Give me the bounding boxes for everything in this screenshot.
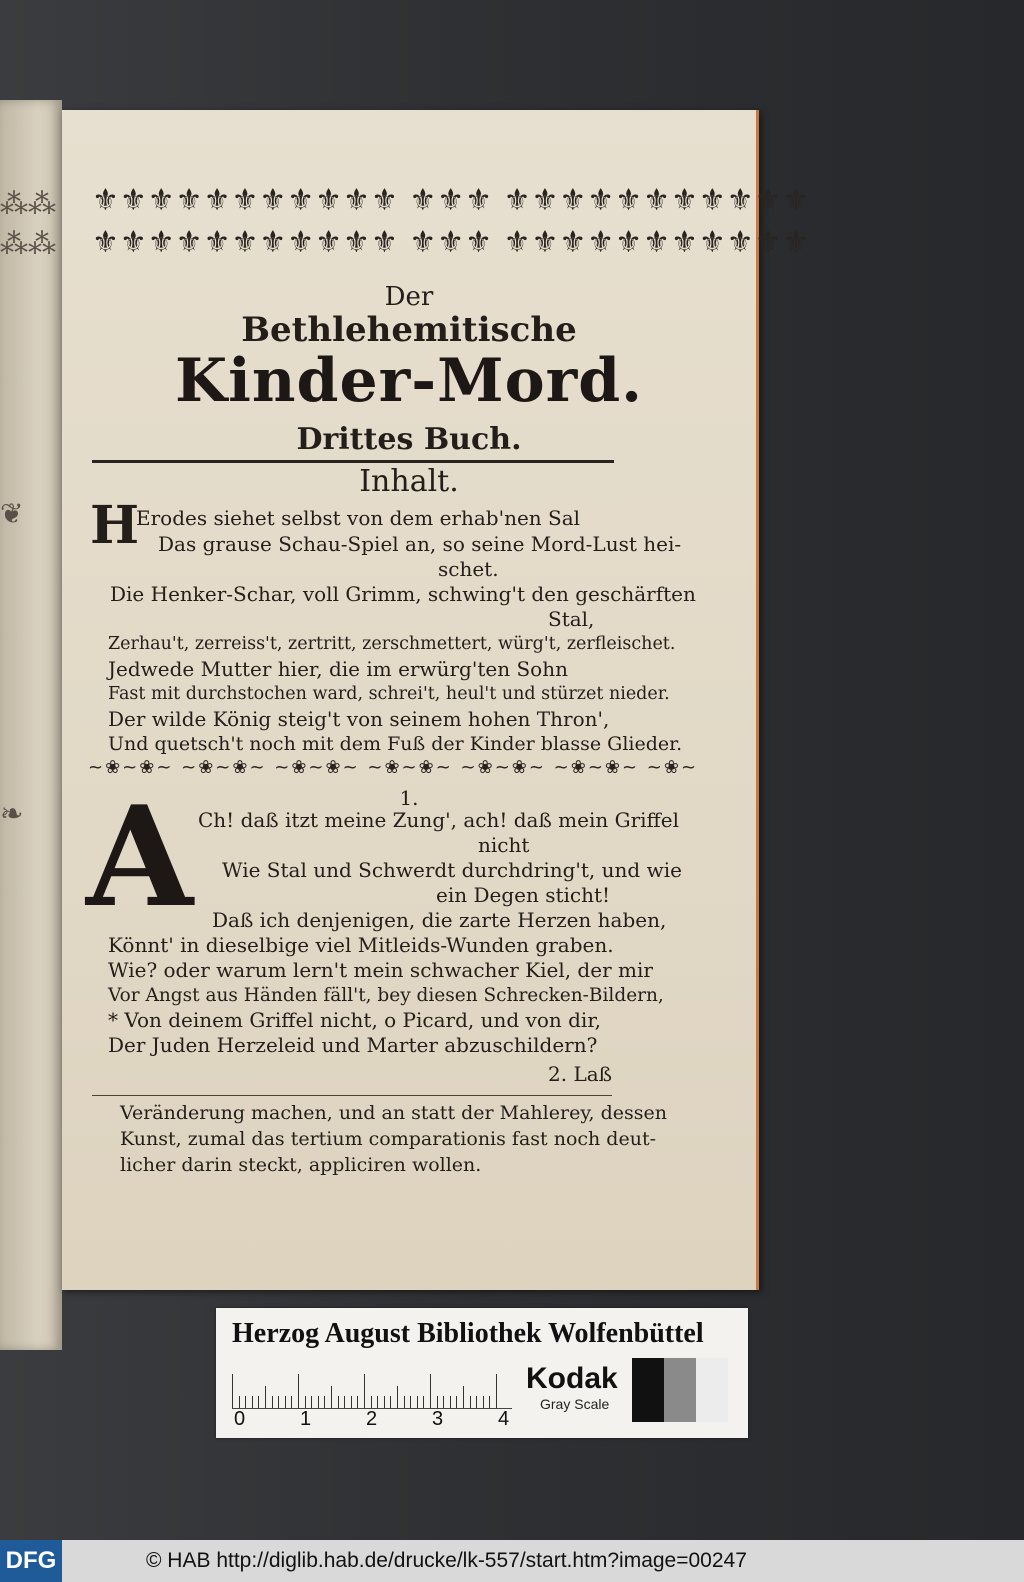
stanza-line: Wie Stal und Schwerdt durchdring't, und wie xyxy=(222,858,682,882)
stanza-line: Ch! daß itzt meine Zung', ach! daß mein Griffel xyxy=(198,808,679,832)
ruler-tick xyxy=(318,1396,319,1408)
inhalt-line: Jedwede Mutter hier, die im erwürg'ten Sohn xyxy=(108,657,568,681)
inhalt-line: Und quetsch't noch mit dem Fuß der Kinder blasse Glieder. xyxy=(108,733,683,755)
ruler-tick xyxy=(437,1396,438,1408)
color-calibration-card xyxy=(216,1308,748,1438)
initial-fragment: ❦ xyxy=(0,497,24,530)
gray-swatch-mid xyxy=(664,1358,696,1422)
inhalt-line: Der wilde König steig't von seinem hohen Thron', xyxy=(108,707,610,731)
inhalt-line: Fast mit durchstochen ward, schrei't, heul't und stürzet nieder. xyxy=(108,684,670,704)
inhalt-line: schet. xyxy=(438,557,499,581)
gray-swatch-black xyxy=(632,1358,664,1422)
title-rule xyxy=(92,460,614,463)
stanza-line: Daß ich denjenigen, die zarte Herzen haben, xyxy=(212,908,667,932)
stanza-line: * Von deinem Griffel nicht, o Picard, und von dir, xyxy=(108,1008,602,1032)
inhalt-heading: Inhalt. xyxy=(359,464,459,499)
ruler-tick xyxy=(232,1374,233,1408)
stanza-line: Wie? oder warum lern't mein schwacher Kiel, der mir xyxy=(108,958,653,982)
title-bethlehemitische: Bethlehemitische xyxy=(241,310,577,350)
ruler-tick xyxy=(390,1396,391,1408)
stanza-line: Vor Angst aus Händen fäll't, bey diesen Schrecken-Bildern, xyxy=(108,985,664,1006)
ruler-tick xyxy=(357,1396,358,1408)
inhalt-line: Zerhau't, zerreiss't, zertritt, zerschmettert, würg't, zerfleischet. xyxy=(108,634,676,654)
ruler-tick xyxy=(258,1396,259,1408)
ruler-tick xyxy=(364,1374,365,1408)
ruler-tick xyxy=(285,1396,286,1408)
ornament-fragment: ⁂⁂ xyxy=(0,227,56,260)
ruler-tick xyxy=(305,1396,306,1408)
ruler-tick xyxy=(278,1396,279,1408)
ruler-label: 3 xyxy=(432,1408,444,1430)
ruler-tick xyxy=(239,1396,240,1408)
inhalt-dropcap: H xyxy=(90,495,140,556)
ruler-tick xyxy=(423,1396,424,1408)
ruler-tick xyxy=(311,1396,312,1408)
ornament-fragment: ⁂⁂ xyxy=(0,187,56,220)
ruler-label: 4 xyxy=(498,1408,510,1430)
footnote-line: licher darin steckt, appliciren wollen. xyxy=(120,1154,482,1176)
ruler-tick xyxy=(245,1396,246,1408)
footnote-line: Kunst, zumal das tertium comparationis fast noch deut- xyxy=(120,1128,656,1150)
initial-fragment: ❧ xyxy=(0,797,24,830)
inhalt-line: Die Henker-Schar, voll Grimm, schwing't den geschärften xyxy=(110,582,696,606)
ruler-tick xyxy=(463,1386,464,1408)
ruler-label: 2 xyxy=(366,1408,378,1430)
adjacent-page-edge xyxy=(0,100,62,1350)
ruler-tick xyxy=(377,1396,378,1408)
ruler-tick xyxy=(252,1396,253,1408)
ruler-tick xyxy=(324,1396,325,1408)
ruler-tick xyxy=(483,1396,484,1408)
gray-scale-label: Gray Scale xyxy=(540,1396,610,1412)
ruler-tick xyxy=(456,1396,457,1408)
stanza-line: ein Degen sticht! xyxy=(436,883,611,907)
ruler-tick xyxy=(338,1396,339,1408)
title-der: Der xyxy=(384,282,434,312)
ruler-tick xyxy=(410,1396,411,1408)
ruler-tick xyxy=(450,1396,451,1408)
subtitle-drittes-buch: Drittes Buch. xyxy=(296,422,522,457)
catchword: 2. Laß xyxy=(548,1062,613,1086)
ruler-tick xyxy=(291,1396,292,1408)
dfg-logo: DFG xyxy=(0,1540,62,1582)
stanza-line: nicht xyxy=(478,833,530,857)
ruler-tick xyxy=(344,1396,345,1408)
stanza-dropcap: A xyxy=(86,775,194,938)
inhalt-line: Erodes siehet selbst von dem erhab'nen Sal xyxy=(136,506,581,530)
measuring-ruler xyxy=(232,1368,512,1409)
footnote-line: Veränderung machen, und an statt der Mahlerey, dessen xyxy=(120,1102,667,1124)
library-name: Herzog August Bibliothek Wolfenbüttel xyxy=(232,1318,704,1349)
header-ornament-band xyxy=(92,180,811,264)
section-divider-ornament: ~❀~❀~ ~❀~❀~ ~❀~❀~ ~❀~❀~ ~❀~❀~ ~❀~❀~ ~❀~ xyxy=(88,757,699,778)
ruler-tick xyxy=(470,1396,471,1408)
ruler-tick xyxy=(272,1396,273,1408)
copyright-link[interactable]: © HAB http://diglib.hab.de/drucke/lk-557/start.htm?image=00247 xyxy=(146,1549,747,1572)
ruler-tick xyxy=(417,1396,418,1408)
ruler-tick xyxy=(384,1396,385,1408)
stanza-line: Der Juden Herzeleid und Marter abzuschildern? xyxy=(108,1033,598,1057)
ornament-row-icon: ⚜⚜⚜⚜⚜⚜⚜⚜⚜⚜⚜ ⚜⚜⚜ ⚜⚜⚜⚜⚜⚜⚜⚜⚜⚜⚜ xyxy=(92,183,811,218)
ruler-tick xyxy=(397,1386,398,1408)
gray-swatch-white xyxy=(696,1358,728,1422)
ruler-tick xyxy=(371,1396,372,1408)
ruler-tick xyxy=(351,1396,352,1408)
stanza-line: Könnt' in dieselbige viel Mitleids-Wunden graben. xyxy=(108,933,614,957)
ruler-tick xyxy=(496,1374,497,1408)
ruler-label: 1 xyxy=(300,1408,312,1430)
ruler-labels xyxy=(226,1408,526,1432)
ruler-tick xyxy=(298,1374,299,1408)
ruler-tick xyxy=(476,1396,477,1408)
ornament-row-icon: ⚜⚜⚜⚜⚜⚜⚜⚜⚜⚜⚜ ⚜⚜⚜ ⚜⚜⚜⚜⚜⚜⚜⚜⚜⚜⚜ xyxy=(92,225,811,260)
inhalt-line: Das grause Schau-Spiel an, so seine Mord-Lust hei- xyxy=(158,532,682,556)
ruler-tick xyxy=(430,1374,431,1408)
title-kinder-mord: Kinder-Mord. xyxy=(174,346,644,416)
stanza-number: 1. xyxy=(399,786,419,810)
kodak-brand: Kodak xyxy=(526,1362,618,1395)
inhalt-line: Stal, xyxy=(548,607,595,631)
ruler-tick xyxy=(331,1386,332,1408)
ruler-tick xyxy=(404,1396,405,1408)
ruler-tick xyxy=(489,1396,490,1408)
ruler-label: 0 xyxy=(234,1408,246,1430)
footnote-rule xyxy=(92,1095,612,1096)
viewer-footer xyxy=(0,1540,1024,1582)
ruler-tick xyxy=(443,1396,444,1408)
ruler-tick xyxy=(265,1386,266,1408)
